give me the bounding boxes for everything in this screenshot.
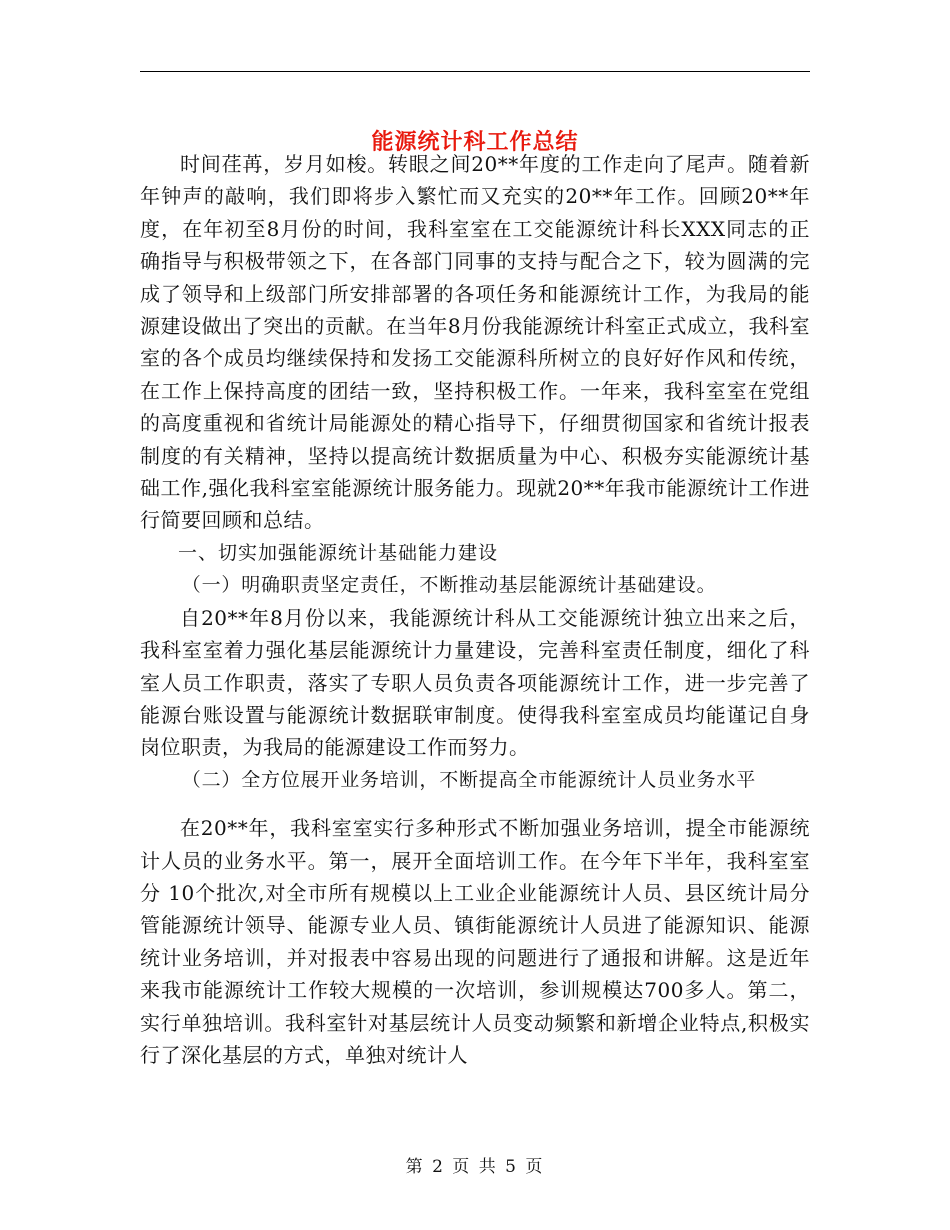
page-number: 第 2 页 共 5 页 <box>405 1157 545 1177</box>
document-title: 能源统计科工作总结 <box>371 128 579 155</box>
document-body <box>140 148 810 1071</box>
subsection-heading-1: （一）明确职责坚定责任，不断推动基层能源统计基础建设。 <box>181 574 717 597</box>
section-heading-1: 一、切实加强能源统计基础能力建设 <box>178 541 499 564</box>
header-rule <box>140 71 810 72</box>
body-paragraph-2: 在20**年，我科室室实行多种形式不断加强业务培训，提全市能源统计人员的业务水平。第一，展开全面培训工作。在今年下半年，我科室室分 10个批次,对全市所有规模以上工业企业能源统计人员、县区统计局分管能源统计领导、能源专业人员、镇街能源统计人员进了能源知识、能源统计业务培训，并对报表中容易出现的问题进行了通报和讲解。这是近年来我市能源统计工作较大规模的一次培训，参训规模达700多人。第二，实行单独培训。我科室针对基层统计人员变动频繁和新增企业特点,积极实行了深化基层的方式，单独对统计人 <box>140 816 810 1067</box>
intro-paragraph: 时间荏苒，岁月如梭。转眼之间20**年度的工作走向了尾声。随着新年钟声的敲响，我们即将步入繁忙而又充实的20**年工作。回顾20**年度，在年初至8月份的时间，我科室室在工交能源统计科长XXX同志的正确指导与积极带领之下，在各部门同事的支持与配合之下，较为圆满的完成了领导和上级部门所安排部署的各项任务和能源统计工作，为我局的能源建设做出了突出的贡献。在当年8月份我能源统计科室正式成立，我科室室的各个成员均继续保持和发扬工交能源科所树立的良好好作风和传统，在工作上保持高度的团结一致，坚持积极工作。一年来，我科室室在党组的高度重视和省统计局能源处的精心指导下，仔细贯彻国家和省统计报表制度的有关精神，坚持以提高统计数据质量为中心、积极夯实能源统计基础工作,强化我科室室能源统计服务能力。现就20**年我市能源统计工作进行简要回顾和总结。 <box>140 152 810 533</box>
subsection-heading-2: （二）全方位展开业务培训，不断提高全市能源统计人员业务水平 <box>181 768 756 791</box>
paragraph-gap <box>140 796 810 812</box>
body-paragraph-1: 自20**年8月份以来，我能源统计科从工交能源统计独立出来之后，我科室室着力强化基层能源统计力量建设，完善科室责任制度，细化了科室人员工作职责，落实了专职人员负责各项能源统计工作，进一步完善了能源台账设置与能源统计数据联审制度。使得我科室室成员均能谨记自身岗位职责，为我局的能源建设工作而努力。 <box>140 605 810 760</box>
